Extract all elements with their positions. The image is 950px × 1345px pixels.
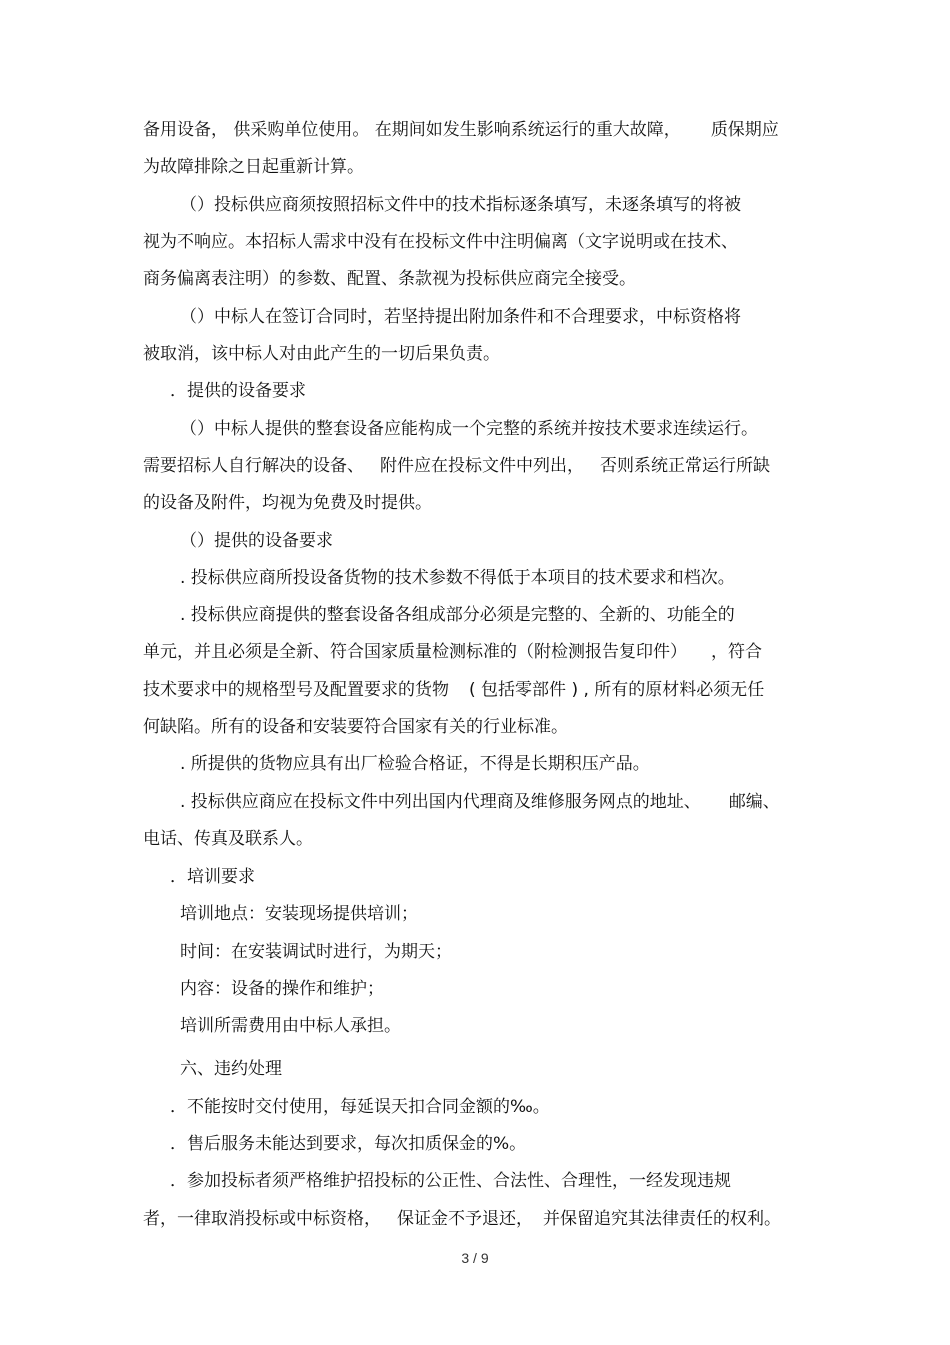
- paragraph-line: （）中标人提供的整套设备应能构成一个完整的系统并按技术要求连续运行。: [180, 419, 758, 439]
- paragraph-line: 技术要求中的规格型号及配置要求的货物 ( 包括零部件 ) , 所有的原材料必须无任: [143, 680, 765, 700]
- paragraph-line: 时间：在安装调试时进行，为期天；: [180, 942, 452, 962]
- paragraph-line: 视为不响应。本招标人需求中没有在投标文件中注明偏离（文字说明或在技术、: [143, 232, 738, 252]
- paragraph-line: 备用设备， 供采购单位使用。 在期间如发生影响系统运行的重大故障， 质保期应: [143, 120, 779, 140]
- paragraph-line: 培训地点：安装现场提供培训；: [180, 904, 418, 924]
- paragraph-line: 内容：设备的操作和维护；: [180, 979, 384, 999]
- paragraph-line: ．不能按时交付使用，每延误天扣合同金额的‰。: [170, 1097, 550, 1117]
- paragraph-line: ．参加投标者须严格维护招投标的公正性、合法性、合理性，一经发现违规: [170, 1171, 731, 1191]
- paragraph-line: （）中标人在签订合同时，若坚持提出附加条件和不合理要求，中标资格将: [180, 307, 741, 327]
- paragraph-line: 的设备及附件，均视为免费及时提供。: [143, 493, 432, 513]
- paragraph-line: ．售后服务未能达到要求，每次扣质保金的%。: [170, 1134, 527, 1154]
- page-number: 3 / 9: [461, 1250, 489, 1266]
- paragraph-line: （）投标供应商须按照招标文件中的技术指标逐条填写，未逐条填写的将被: [180, 195, 741, 215]
- paragraph-line: 需要招标人自行解决的设备、 附件应在投标文件中列出， 否则系统正常运行所缺: [143, 456, 770, 476]
- paragraph-line: 培训所需费用由中标人承担。: [180, 1016, 401, 1036]
- paragraph-line: 被取消，该中标人对由此产生的一切后果负责。: [143, 344, 500, 364]
- subsection-heading: （）提供的设备要求: [180, 531, 333, 551]
- paragraph-line: . 所提供的货物应具有出厂检验合格证，不得是长期积压产品。: [180, 754, 650, 774]
- paragraph-line: 单元，并且必须是全新、符合国家质量检测标准的（附检测报告复印件） ，符合: [143, 642, 762, 662]
- paragraph-line: . 投标供应商所投设备货物的技术参数不得低于本项目的技术要求和档次。: [180, 568, 735, 588]
- paragraph-line: 何缺陷。所有的设备和安装要符合国家有关的行业标准。: [143, 717, 568, 737]
- section-heading: ．提供的设备要求: [170, 381, 306, 401]
- section-heading: 六、违约处理: [180, 1059, 282, 1079]
- paragraph-line: 为故障排除之日起重新计算。: [143, 157, 364, 177]
- paragraph-line: . 投标供应商应在投标文件中列出国内代理商及维修服务网点的地址、 邮编、: [180, 792, 780, 812]
- paragraph-line: 电话、传真及联系人。: [143, 829, 313, 849]
- paragraph-line: 者，一律取消投标或中标资格， 保证金不予退还， 并保留追究其法律责任的权利。: [143, 1209, 781, 1229]
- section-heading: ．培训要求: [170, 867, 255, 887]
- paragraph-line: . 投标供应商提供的整套设备各组成部分必须是完整的、全新的、功能全的: [180, 605, 735, 625]
- paragraph-line: 商务偏离表注明）的参数、配置、条款视为投标供应商完全接受。: [143, 269, 636, 289]
